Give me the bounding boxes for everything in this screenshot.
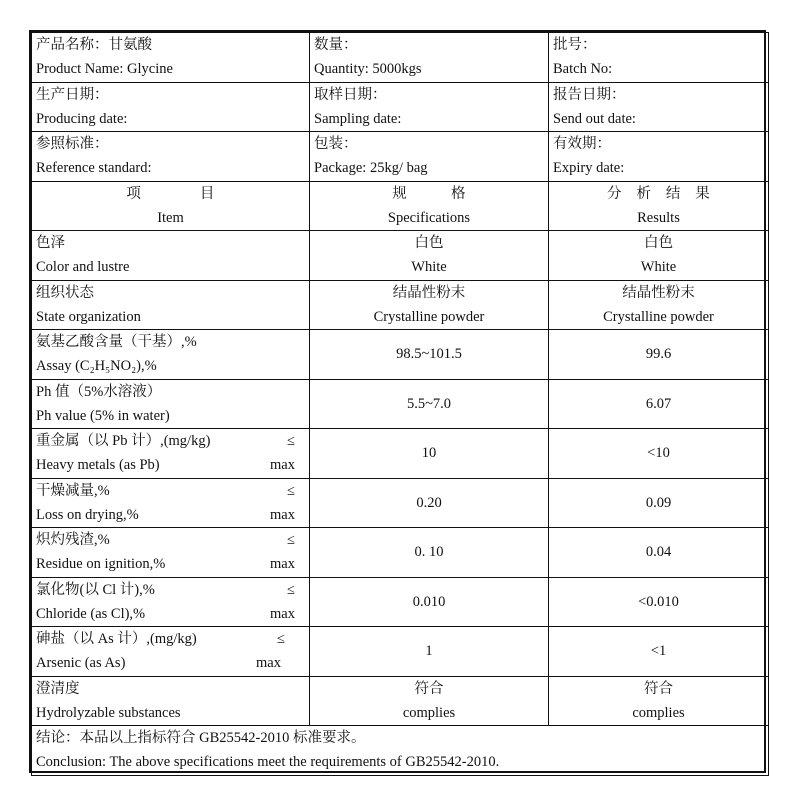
item-cn-line bbox=[36, 627, 305, 651]
item-cn: 氯化物(以 Cl 计),% bbox=[36, 581, 155, 598]
table-row bbox=[32, 280, 769, 330]
result-cell: 0.04 bbox=[549, 528, 769, 578]
result-cell: 0.09 bbox=[549, 478, 769, 528]
spec-en: complies bbox=[402, 704, 456, 721]
item-cn-line bbox=[36, 479, 305, 503]
batch-cn: 批号： bbox=[553, 37, 597, 54]
item-en: Loss on drying,% bbox=[36, 506, 139, 523]
send-out-date-cn: 报告日期： bbox=[553, 86, 626, 103]
column-header-results bbox=[549, 181, 769, 231]
item-en: State organization bbox=[36, 308, 141, 325]
item-cell bbox=[32, 280, 310, 330]
spec-cell bbox=[310, 280, 549, 330]
table-row bbox=[32, 577, 769, 627]
item-cn: 重金属（以 Pb 计）,(mg/kg) bbox=[36, 433, 211, 450]
item-header-en: Item bbox=[157, 209, 184, 226]
certificate-of-analysis bbox=[29, 30, 766, 773]
reference-en: Reference standard: bbox=[36, 160, 152, 177]
package-cell bbox=[310, 132, 549, 182]
item-en: Chloride (as Cl),% bbox=[36, 605, 146, 622]
result-cell: 99.6 bbox=[549, 330, 769, 380]
max-label: max bbox=[270, 506, 295, 523]
item-en: Heavy metals (as Pb) bbox=[36, 457, 160, 474]
quantity-cell bbox=[310, 33, 549, 83]
expiry-cn: 有效期： bbox=[553, 136, 611, 153]
less-equal-symbol: ≤ bbox=[287, 482, 295, 499]
max-label: max bbox=[270, 457, 295, 474]
item-cell bbox=[32, 676, 310, 726]
max-label: max bbox=[270, 556, 295, 573]
column-header-row bbox=[32, 181, 769, 231]
product-name-cell bbox=[32, 33, 310, 83]
less-equal-symbol: ≤ bbox=[287, 532, 295, 549]
info-row-reference bbox=[32, 132, 769, 182]
table-row bbox=[32, 478, 769, 528]
result-cn: 白色 bbox=[644, 235, 673, 252]
item-cell bbox=[32, 379, 310, 429]
expiry-en: Expiry date: bbox=[553, 160, 625, 177]
item-en: Assay (C₂H₅NO₂),% bbox=[36, 358, 157, 375]
item-en-line bbox=[36, 552, 305, 576]
info-row-product bbox=[32, 33, 769, 83]
less-equal-symbol: ≤ bbox=[287, 581, 295, 598]
table-row bbox=[32, 429, 769, 479]
item-en-line bbox=[36, 651, 305, 675]
send-out-date-cell bbox=[549, 82, 769, 132]
expiry-cell bbox=[549, 132, 769, 182]
item-cn-line bbox=[36, 578, 305, 602]
table-row bbox=[32, 676, 769, 726]
spec-cell: 10 bbox=[310, 429, 549, 479]
item-en: Residue on ignition,% bbox=[36, 556, 166, 573]
info-row-dates bbox=[32, 82, 769, 132]
spec-en: White bbox=[411, 259, 447, 276]
producing-date-cn: 生产日期： bbox=[36, 86, 109, 103]
spec-cell bbox=[310, 676, 549, 726]
item-cn: 澄清度 bbox=[36, 680, 80, 697]
spec-cell: 0.010 bbox=[310, 577, 549, 627]
results-header-cn: 分 析 结 果 bbox=[607, 185, 710, 202]
sampling-date-en: Sampling date: bbox=[314, 110, 402, 127]
producing-date-cell bbox=[32, 82, 310, 132]
conclusion-cn: 结论：本品以上指标符合 GB25542-2010 标准要求。 bbox=[36, 730, 366, 747]
sampling-date-cn: 取样日期： bbox=[314, 86, 387, 103]
table-row bbox=[32, 379, 769, 429]
item-en: Color and lustre bbox=[36, 259, 130, 276]
item-en: Arsenic (as As) bbox=[36, 655, 126, 672]
table-row bbox=[32, 231, 769, 281]
result-cell bbox=[549, 280, 769, 330]
table-row bbox=[32, 528, 769, 578]
item-cn: 色泽 bbox=[36, 235, 65, 252]
item-en-line bbox=[36, 453, 305, 477]
item-cell bbox=[32, 231, 310, 281]
result-cell bbox=[549, 231, 769, 281]
result-cell: <10 bbox=[549, 429, 769, 479]
item-header-cn: 项 目 bbox=[126, 185, 215, 202]
item-cell bbox=[32, 478, 310, 528]
max-label: max bbox=[270, 605, 295, 622]
spec-cn: 结晶性粉末 bbox=[392, 284, 466, 301]
item-en-line bbox=[36, 602, 305, 626]
result-en: Crystalline powder bbox=[603, 308, 714, 325]
item-cn: 组织状态 bbox=[36, 284, 94, 301]
result-cell: 6.07 bbox=[549, 379, 769, 429]
product-name-cn: 产品名称：甘氨酸 bbox=[36, 37, 152, 54]
spec-cell: 5.5~7.0 bbox=[310, 379, 549, 429]
result-cell bbox=[549, 676, 769, 726]
spec-cn: 符合 bbox=[414, 680, 444, 697]
spec-cell: 0. 10 bbox=[310, 528, 549, 578]
table-row bbox=[32, 627, 769, 677]
results-header-en: Results bbox=[637, 209, 680, 226]
reference-cell bbox=[32, 132, 310, 182]
result-en: White bbox=[640, 259, 677, 276]
result-cell: <1 bbox=[549, 627, 769, 677]
less-equal-symbol: ≤ bbox=[277, 631, 285, 648]
item-cn: 砷盐（以 As 计）,(mg/kg) bbox=[36, 631, 197, 648]
item-cn-line bbox=[36, 528, 305, 552]
item-cell bbox=[32, 429, 310, 479]
quantity-en: Quantity: 5000kgs bbox=[314, 61, 422, 78]
result-cn: 符合 bbox=[644, 680, 673, 697]
item-cell bbox=[32, 577, 310, 627]
item-en-line bbox=[36, 503, 305, 527]
batch-cell bbox=[549, 33, 769, 83]
conclusion-cell bbox=[32, 726, 769, 776]
column-header-item bbox=[32, 181, 310, 231]
spec-header-cn: 规 格 bbox=[392, 185, 466, 202]
spec-en: Crystalline powder bbox=[373, 308, 485, 325]
item-cn: 氨基乙酸含量（干基）,% bbox=[36, 334, 197, 351]
package-cn: 包装： bbox=[314, 136, 358, 153]
less-equal-symbol: ≤ bbox=[287, 433, 295, 450]
coa-table bbox=[31, 32, 769, 776]
spec-cell: 98.5~101.5 bbox=[310, 330, 549, 380]
max-label: max bbox=[256, 655, 281, 672]
item-cn: Ph 值（5%水溶液） bbox=[36, 383, 162, 400]
item-cell bbox=[32, 627, 310, 677]
table-row bbox=[32, 330, 769, 380]
result-en: complies bbox=[632, 704, 685, 721]
column-header-spec bbox=[310, 181, 549, 231]
item-cell bbox=[32, 528, 310, 578]
spec-cell bbox=[310, 231, 549, 281]
result-cell: <0.010 bbox=[549, 577, 769, 627]
sampling-date-cell bbox=[310, 82, 549, 132]
batch-en: Batch No: bbox=[553, 61, 613, 78]
item-cell bbox=[32, 330, 310, 380]
conclusion-row bbox=[32, 726, 769, 776]
producing-date-en: Producing date: bbox=[36, 110, 128, 127]
send-out-date-en: Send out date: bbox=[553, 110, 636, 127]
product-name-en: Product Name: Glycine bbox=[36, 61, 173, 78]
item-cn: 干燥减量,% bbox=[36, 482, 110, 499]
result-cn: 结晶性粉末 bbox=[622, 284, 695, 301]
item-en: Ph value (5% in water) bbox=[36, 407, 170, 424]
spec-cn: 白色 bbox=[414, 235, 444, 252]
item-cn-line bbox=[36, 429, 305, 453]
package-en: Package: 25kg/ bag bbox=[314, 160, 428, 177]
item-en: Hydrolyzable substances bbox=[36, 704, 181, 721]
quantity-cn: 数量： bbox=[314, 37, 358, 54]
spec-cell: 0.20 bbox=[310, 478, 549, 528]
item-cn: 炽灼残渣,% bbox=[36, 532, 110, 549]
spec-header-en: Specifications bbox=[387, 209, 471, 226]
reference-cn: 参照标准： bbox=[36, 136, 109, 153]
conclusion-en: Conclusion: The above specifications meet the requirements of GB25542-2010. bbox=[36, 754, 500, 771]
spec-cell: 1 bbox=[310, 627, 549, 677]
